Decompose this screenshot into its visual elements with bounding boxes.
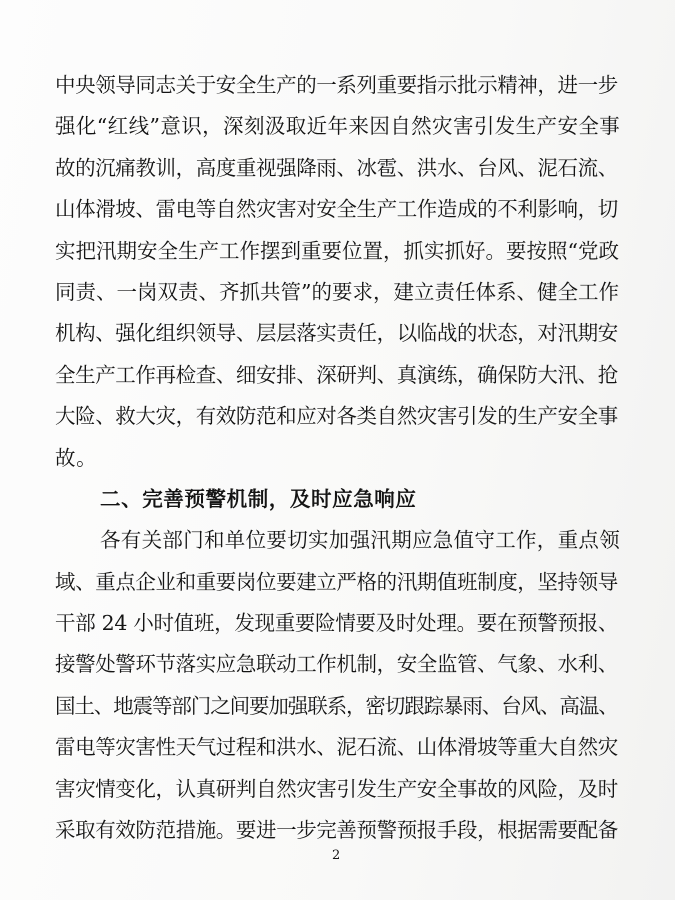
body-text-line: 全生产工作再检查、细安排、深研判、真演练，确保防大汛、抢 (55, 363, 618, 387)
body-text-line: 故。 (55, 446, 98, 470)
body-text-line: 机构、强化组织领导、层层落实责任，以临战的状态，对汛期安 (55, 321, 618, 345)
body-text-line: 大险、救大灾，有效防范和应对各类自然灾害引发的生产安全事 (55, 404, 618, 428)
body-text-line: 实把汛期安全生产工作摆到重要位置，抓实抓好。要按照“党政 (55, 239, 619, 263)
body-text-line: 采取有效防范措施。要进一步完善预警预报手段，根据需要配备 (55, 818, 618, 842)
body-text-line: 域、重点企业和重要岗位要建立严格的汛期值班制度，坚持领导 (55, 570, 618, 594)
body-text-line: 故的沉痛教训，高度重视强降雨、冰雹、洪水、台风、泥石流、 (55, 156, 618, 180)
body-text-line: 各有关部门和单位要切实加强汛期应急值守工作，重点领 (100, 528, 620, 552)
body-text-line: 同责、一岗双责、齐抓共管”的要求，建立责任体系、健全工作 (55, 280, 619, 304)
body-text-line: 强化“红线”意识，深刻汲取近年来因自然灾害引发生产安全事 (55, 114, 621, 138)
body-text-line: 山体滑坡、雷电等自然灾害对安全生产工作造成的不利影响，切 (55, 197, 618, 221)
page-number: 2 (332, 848, 341, 863)
body-text-line: 害灾情变化，认真研判自然灾害引发生产安全事故的风险，及时 (55, 777, 618, 801)
body-text-line: 中央领导同志关于安全生产的一系列重要指示批示精神，进一步 (55, 73, 618, 97)
body-text-line: 雷电等灾害性天气过程和洪水、泥石流、山体滑坡等重大自然灾 (55, 735, 618, 759)
section-heading: 二、完善预警机制，及时应急响应 (100, 487, 417, 511)
body-text-line: 干部 24 小时值班，发现重要险情要及时处理。要在预警预报、 (55, 611, 619, 635)
body-text-line: 国土、地震等部门之间要加强联系，密切跟踪暴雨、台风、高温、 (55, 694, 618, 718)
body-text-line: 接警处警环节落实应急联动工作机制，安全监管、气象、水利、 (55, 652, 618, 676)
